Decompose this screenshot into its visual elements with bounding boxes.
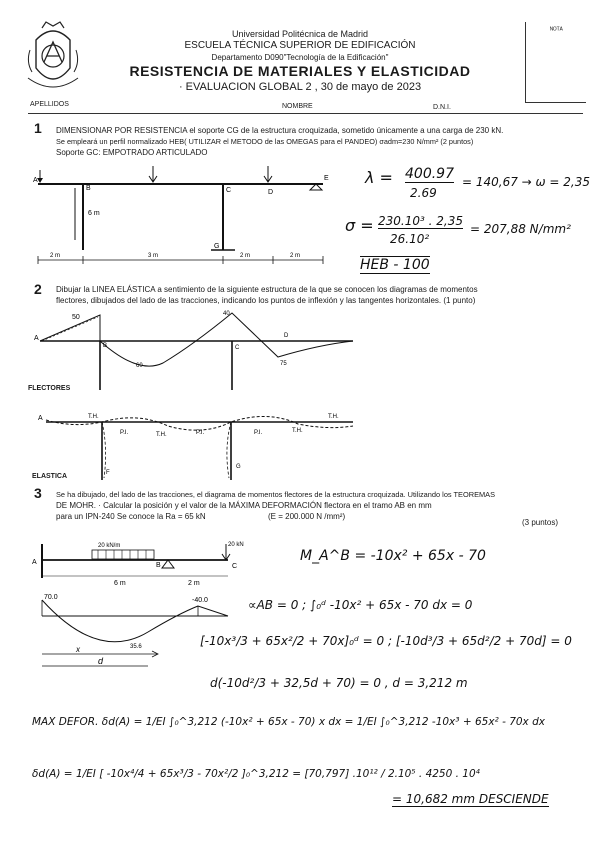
q2-label-elastica: ELASTICA — [32, 473, 67, 480]
q3-diagram-mid: 35.6 — [130, 644, 142, 650]
q1-statement-line1: DIMENSIONAR POR RESISTENCIA el soporte CG de la estructura croquizada, sometido únicamente a una carga de 230 kN. — [56, 126, 504, 135]
q2-elastic-line-diagram — [28, 408, 368, 480]
q2-moment-1: 50 — [72, 314, 80, 321]
q2-elastic-point-g: G — [236, 464, 241, 470]
q1-answer-lambda-num: 400.97 — [405, 166, 454, 182]
q1-statement-line2: Se empleará un perfil normalizado HEB( UTILIZAR el METODO de las OMEGAS para el PANDEO) σadm=230 N/mm² (2 puntos) — [56, 137, 474, 146]
q2-moment-2: 60 — [136, 363, 143, 369]
q3-span2: 2 m — [188, 580, 200, 587]
q1-dim-4: 2 m — [290, 253, 301, 259]
q3-point-load: 20 kN — [228, 542, 244, 548]
question-number: 2 — [34, 281, 42, 297]
q3-hw-final-answer: = 10,682 mm DESCIENDE — [392, 792, 549, 806]
grade-box-label: ᴺᴼᵀᴬ — [550, 27, 563, 34]
svg-text:A: A — [32, 559, 37, 566]
q2-elastic-point-f: F — [106, 470, 110, 476]
q1-structure-diagram — [28, 160, 348, 270]
q1-point-d: D — [268, 189, 274, 196]
q2-point-d: D — [284, 333, 289, 339]
q1-point-c: C — [226, 187, 232, 194]
q2-point-a: A — [34, 335, 39, 342]
q2-mark-7: T.H. — [328, 414, 339, 420]
q1-answer-lambda-lhs: λ = — [365, 168, 393, 187]
q2-label-flectores: FLECTORES — [28, 385, 71, 392]
q1-height: 6 m — [88, 210, 100, 217]
q3-statement-line2: DE MOHR. · Calcular la posición y el valor de la MÁXIMA DEFORMACIÓN flectora en el tramo AB en mm — [56, 501, 432, 510]
q3-diagram-right: -40.0 — [192, 597, 208, 604]
q1-dim-1: 2 m — [50, 253, 61, 259]
svg-text:B: B — [156, 562, 161, 569]
q3-hw-position: d(-10d²/3 + 32,5d + 70) = 0 , d = 3,212 m — [210, 676, 468, 690]
q3-diagram-left: 70.0 — [44, 594, 58, 601]
q1-point-a: A — [33, 177, 38, 184]
course-title: RESISTENCIA DE MATERIALES Y ELASTICIDAD — [129, 63, 471, 79]
surname-label: APELLIDOS — [30, 101, 69, 108]
q2-moment-diagram — [28, 305, 368, 390]
q1-answer-sigma-den: 26.10² — [390, 232, 430, 246]
q3-statement-modulus: (E = 200.000 N /mm²) — [268, 512, 346, 521]
q3-statement-line1: Se ha dibujado, del lado de las tracciones, el diagrama de momentos flectores de la estructura croquizada. Utilizando los TEOREMAS — [56, 490, 496, 499]
q1-point-g: G — [214, 243, 220, 250]
q2-mark-3: T.H. — [156, 432, 167, 438]
q1-point-b: B — [86, 185, 91, 192]
q3-hw-deflection-result: δd(A) = 1/EI [ -10x⁴/4 + 65x³/3 - 70x²/2 ]₀^3,212 = [70,797] .10¹² / 2.10⁵ . 4250 . 10⁴ — [32, 768, 480, 780]
q3-d-label: d — [98, 656, 104, 666]
q2-mark-2: P.I. — [120, 430, 129, 436]
q1-answer-profile: HEB - 100 — [360, 257, 430, 273]
q1-answer-sigma-num: 230.10³ . 2,35 — [378, 214, 463, 228]
exam-title: · EVALUACION GLOBAL 2 , 30 de mayo de 2023 — [178, 81, 422, 93]
q2-mark-5: P.I. — [254, 430, 263, 436]
q1-dim-2: 3 m — [148, 253, 159, 259]
q3-hw-moment-eq: M_A^B = -10x² + 65x - 70 — [300, 548, 486, 564]
q2-moment-3: 40 — [223, 311, 230, 317]
q3-hw-integral: [-10x³/3 + 65x²/2 + 70x]₀ᵈ = 0 ; [-10d³/3 + 65d²/2 + 70d] = 0 — [200, 634, 572, 648]
school-name: ESCUELA TÉCNICA SUPERIOR DE EDIFICACIÓN — [184, 40, 416, 51]
q1-answer-sigma-lhs: σ = — [345, 216, 374, 235]
university-name: Universidad Politécnica de Madrid — [231, 29, 369, 39]
q2-mark-4: P.I. — [196, 430, 205, 436]
header-divider — [28, 113, 583, 114]
q2-statement-line2: flectores, dibujados del lado de las tracciones, indicando los puntos de inflexión y las tangentes horizontales. (1 punto) — [56, 296, 476, 305]
q2-point-c: C — [235, 345, 240, 351]
q3-beam-diagram — [28, 530, 268, 590]
grade-box — [525, 22, 586, 103]
question-number: 1 — [34, 120, 42, 136]
q3-hw-area-eq: ∝AB = 0 ; ∫₀ᵈ -10x² + 65x - 70 dx = 0 — [248, 598, 473, 612]
dni-label: D.N.I. — [433, 104, 451, 111]
q2-moment-4: 75 — [280, 361, 287, 367]
q1-dim-3: 2 m — [240, 253, 251, 259]
q2-mark-1: T.H. — [88, 414, 99, 420]
svg-text:C: C — [232, 563, 238, 570]
q2-point-b: B — [103, 343, 108, 349]
q3-span1: 6 m — [114, 580, 126, 587]
q2-elastic-point-a: A — [38, 415, 43, 422]
q3-load: 20 kN/m — [98, 543, 121, 549]
q2-statement-line1: Dibujar la LINEA ELÁSTICA a sentimiento de la siguiente estructura de la que se conocen los diagramas de momentos — [56, 285, 478, 294]
q2-mark-6: T.H. — [292, 428, 303, 434]
q1-answer-lambda-rhs: = 140,67 → ω = 2,35 — [462, 175, 590, 189]
q1-answer-sigma-rhs: = 207,88 N/mm² — [470, 222, 571, 236]
question-number: 3 — [34, 485, 42, 501]
q3-x-label: x — [76, 645, 80, 654]
q3-hw-deflection-integral: MAX DEFOR. δd(A) = 1/EI ∫₀^3,212 (-10x² + 65x - 70) x dx = 1/EI ∫₀^3,212 -10x³ + 65x² - 70x dx — [32, 716, 545, 728]
q3-statement-line3: para un IPN-240 Se conoce la Ra = 65 kN — [56, 512, 206, 521]
name-label: NOMBRE — [282, 103, 313, 110]
q1-answer-lambda-den: 2.69 — [410, 186, 437, 200]
q1-point-e: E — [324, 175, 329, 182]
q1-statement-line3: Soporte GC: EMPOTRADO ARTICULADO — [56, 148, 208, 157]
q3-points: (3 puntos) — [522, 518, 559, 527]
department-name: Departamento D090"Tecnología de la Edificación" — [211, 53, 389, 62]
